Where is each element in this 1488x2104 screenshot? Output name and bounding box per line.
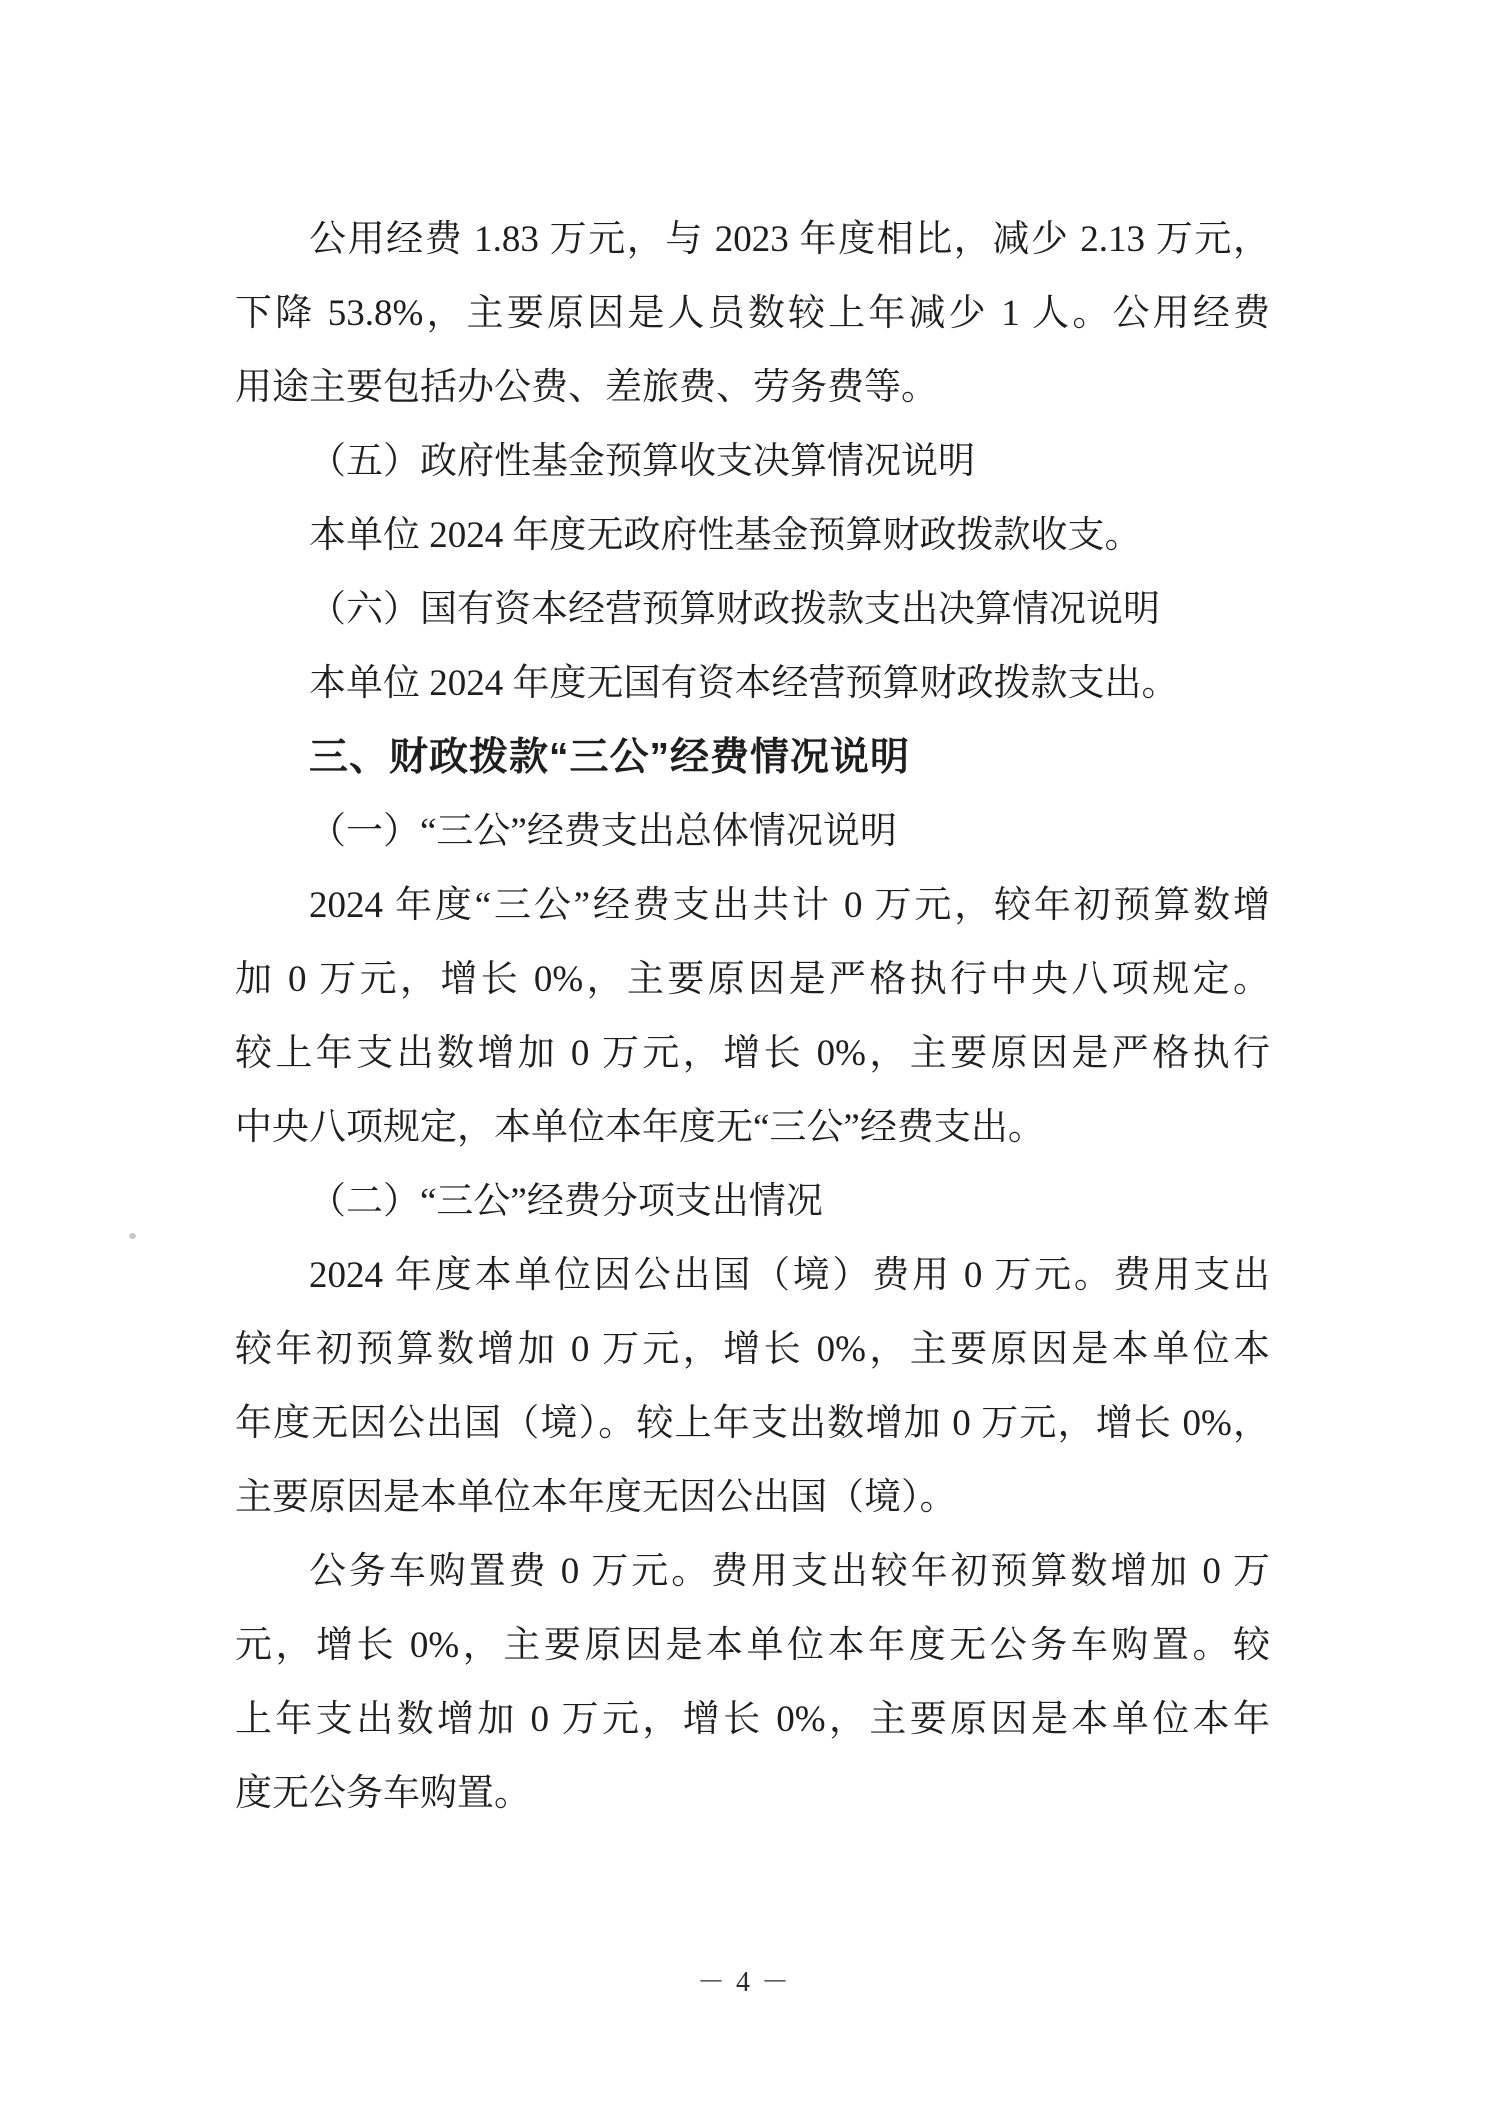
subsection-heading: （一）“三公”经费支出总体情况说明 [309,811,897,852]
text-line: 较年初预算数增加 0 万元，增长 0%，主要原因是本单位本 [235,1329,1270,1370]
text-line: 公用经费 1.83 万元，与 2023 年度相比，减少 2.13 万元， [309,219,1270,260]
text-line: 本单位 2024 年度无政府性基金预算财政拨款收支。 [309,515,1142,556]
text-line: 上年支出数增加 0 万元，增长 0%，主要原因是本单位本年 [235,1699,1270,1740]
subsection-heading: （五）政府性基金预算收支决算情况说明 [309,441,975,482]
scan-artifact-dot [129,1233,136,1239]
text-line: 度无公务车购置。 [235,1773,531,1814]
subsection-heading: （六）国有资本经营预算财政拨款支出决算情况说明 [309,589,1160,630]
text-line: 用途主要包括办公费、差旅费、劳务费等。 [235,367,938,408]
text-line: 较上年支出数增加 0 万元，增长 0%，主要原因是严格执行 [235,1033,1270,1074]
section-heading: 三、财政拨款“三公”经费情况说明 [309,736,911,779]
page-number: － 4 － [696,1967,791,1998]
text-line: 元，增长 0%，主要原因是本单位本年度无公务车购置。较 [235,1625,1270,1666]
text-line: 加 0 万元，增长 0%，主要原因是严格执行中央八项规定。 [235,959,1270,1000]
text-line: 主要原因是本单位本年度无因公出国（境）。 [235,1477,957,1518]
text-line: 2024 年度“三公”经费支出共计 0 万元，较年初预算数增 [309,885,1270,926]
text-line: 年度无因公出国（境）。较上年支出数增加 0 万元，增长 0%， [235,1403,1270,1444]
subsection-heading: （二）“三公”经费分项支出情况 [309,1181,823,1222]
document-body [235,203,1270,1831]
text-line: 中央八项规定，本单位本年度无“三公”经费支出。 [235,1107,1045,1148]
text-line: 公务车购置费 0 万元。费用支出较年初预算数增加 0 万 [309,1551,1270,1592]
text-line: 本单位 2024 年度无国有资本经营预算财政拨款支出。 [309,663,1179,704]
text-line: 下降 53.8%，主要原因是人员数较上年减少 1 人。公用经费 [235,293,1270,334]
text-line: 2024 年度本单位因公出国（境）费用 0 万元。费用支出 [309,1255,1270,1296]
